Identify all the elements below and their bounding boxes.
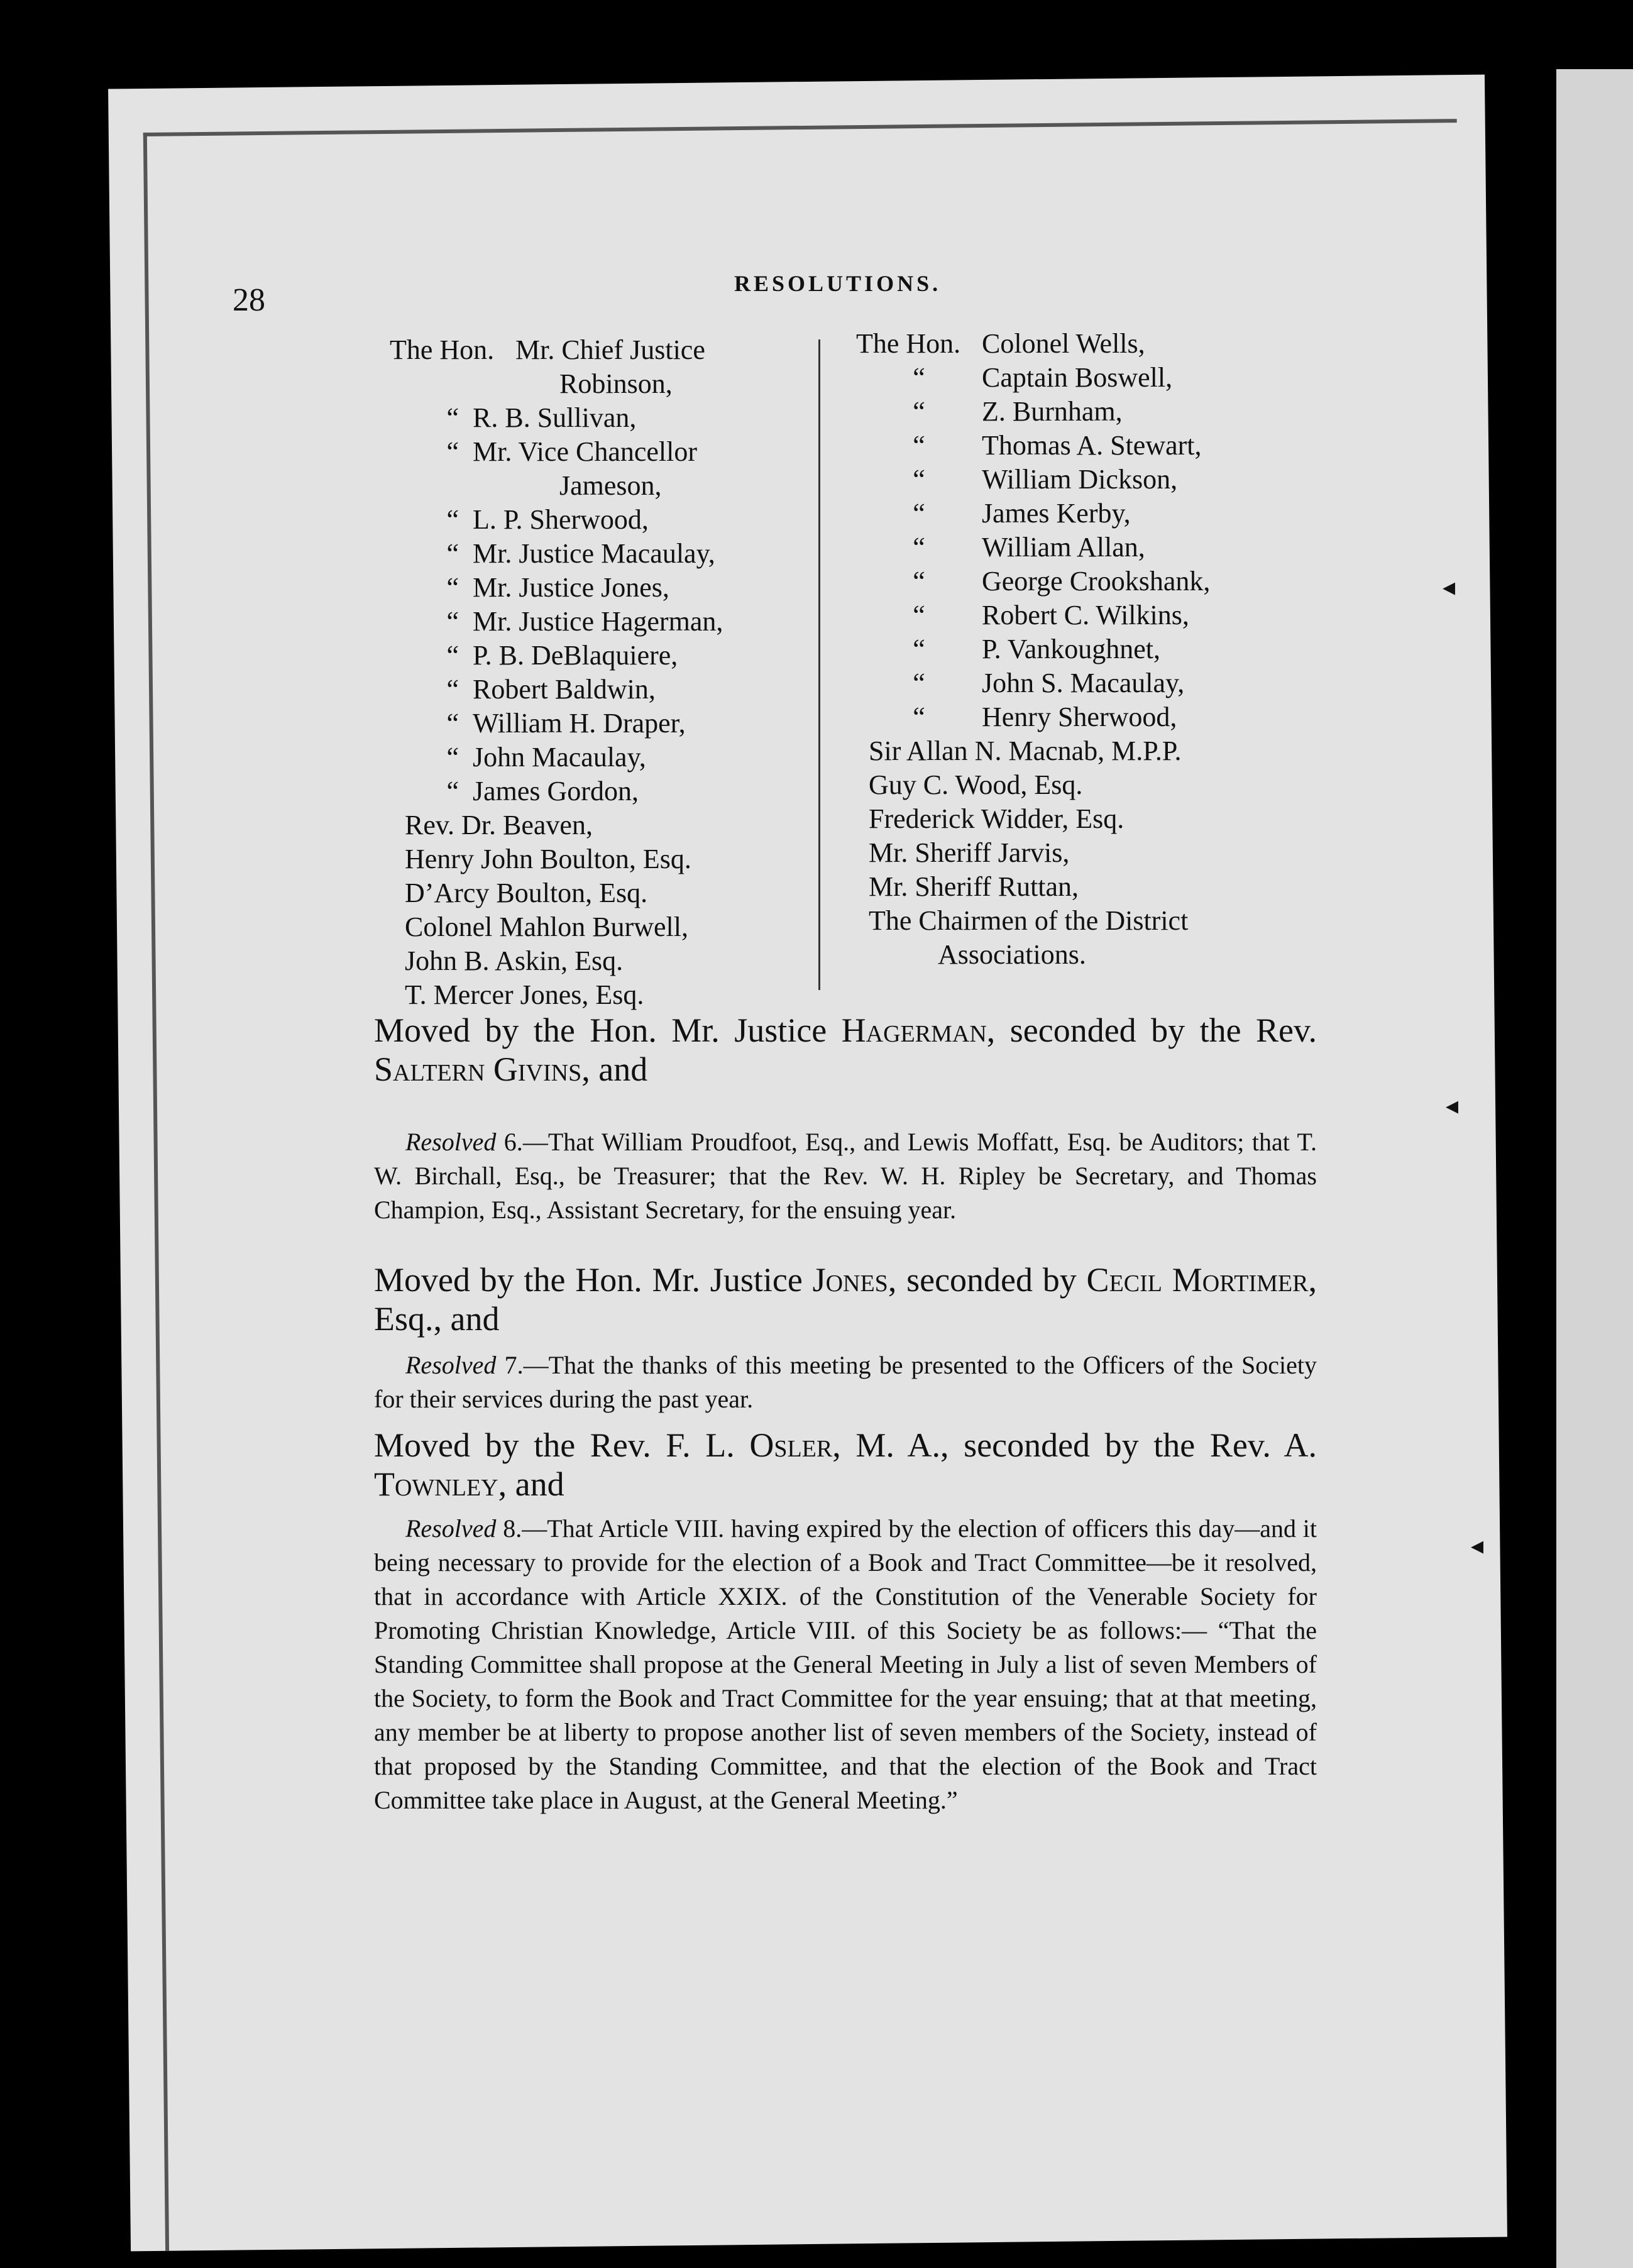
list-plain-name: D’Arcy Boulton, Esq. <box>405 878 648 908</box>
honorific-prefix: The Hon. <box>390 334 495 365</box>
ditto-mark: “ <box>446 606 459 637</box>
resolved-label: Resolved <box>405 1514 497 1543</box>
moved-text: , and <box>581 1050 648 1088</box>
seconder-name: Saltern Givins <box>374 1050 582 1088</box>
seconder-name: Cecil Mortimer <box>1086 1261 1309 1299</box>
ditto-mark: “ <box>446 640 459 671</box>
margin-mark-icon: ◂ <box>1443 573 1456 601</box>
seconder-name: Townley <box>374 1465 498 1503</box>
list-item <box>390 605 723 639</box>
moved-text: , and <box>498 1465 564 1503</box>
list-name: Henry Sherwood, <box>982 702 1177 732</box>
list-item <box>390 503 723 537</box>
resolution-paragraph <box>374 1348 1317 1416</box>
list-name-continuation: Robinson, <box>559 368 673 399</box>
list-plain-name: T. Mercer Jones, Esq. <box>405 979 644 1010</box>
list-plain-name: Mr. Sheriff Jarvis, <box>869 837 1070 868</box>
margin-mark-icon: ◂ <box>1446 1091 1459 1120</box>
list-name: George Crookshank, <box>982 566 1211 597</box>
mover-name: Jones <box>812 1261 888 1299</box>
list-plain-name: Guy C. Wood, Esq. <box>869 769 1083 800</box>
column-divider-rule <box>818 339 820 990</box>
resolution-text: —That the thanks of this meeting be presented to the Officers of the Society for their services during the past year. <box>374 1351 1317 1413</box>
list-name: James Kerby, <box>982 498 1131 529</box>
list-name: Robert C. Wilkins, <box>982 600 1189 630</box>
ditto-mark: “ <box>446 538 459 569</box>
list-name: Mr. Justice Jones, <box>473 572 669 603</box>
moved-text: , seconded by <box>888 1261 1087 1299</box>
mover-name: Hagerman <box>841 1011 987 1049</box>
list-name: John S. Macaulay, <box>982 668 1185 698</box>
list-item <box>856 598 1210 632</box>
list-item <box>856 395 1210 429</box>
list-name: Robert Baldwin, <box>473 674 656 705</box>
list-item <box>856 700 1210 734</box>
names-list-right <box>856 327 1210 972</box>
moved-paragraph <box>374 1426 1317 1504</box>
moved-text: , seconded by the Rev. <box>986 1011 1317 1049</box>
list-item <box>390 740 723 774</box>
list-name: Mr. Justice Hagerman, <box>473 606 723 637</box>
list-name: Colonel Wells, <box>982 328 1145 359</box>
list-name: William Dickson, <box>982 464 1178 495</box>
ditto-mark: “ <box>913 362 925 393</box>
list-item <box>390 537 723 571</box>
list-plain-name: Mr. Sheriff Ruttan, <box>869 871 1079 902</box>
ditto-mark: “ <box>446 436 459 467</box>
ditto-mark: “ <box>913 430 925 461</box>
list-name: Captain Boswell, <box>982 362 1173 393</box>
list-plain-name: The Chairmen of the District <box>869 905 1189 936</box>
list-name: L. P. Sherwood, <box>473 504 649 535</box>
list-name: William H. Draper, <box>473 708 686 739</box>
list-plain-name: Colonel Mahlon Burwell, <box>405 911 688 942</box>
ditto-mark: “ <box>913 702 925 732</box>
ditto-mark: “ <box>446 708 459 739</box>
resolved-label: Resolved <box>405 1351 497 1379</box>
resolution-text: —That Article VIII. having expired by the election of officers this day—and it being necessary to provide for the election of a Book and Tract Committee—be it resolved, that in accordance with Article XXIX. of the Constitution of the Venerable Society for Promoting Christian Knowledge, Article VIII. of this Society be as follows:— “That the Standing Committee shall propose at the General Meeting in July a list of seven Members of the Society, to form the Book and Tract Committee for the year ensuing; that at that meeting, any member be at liberty to propose another list of seven members of the Society, instead of that proposed by the Standing Committee, and that the election of the Book and Tract Committee take place in August, at the General Meeting.” <box>374 1514 1317 1814</box>
list-name: Thomas A. Stewart, <box>982 430 1202 461</box>
list-name-continuation: Jameson, <box>559 470 662 501</box>
names-list-left <box>390 333 723 1012</box>
list-plain-name: John B. Askin, Esq. <box>405 945 624 976</box>
list-name-continuation: Associations. <box>938 939 1086 970</box>
list-head-row <box>390 333 723 367</box>
list-name: James Gordon, <box>473 776 639 806</box>
list-item <box>390 435 723 469</box>
list-name: William Allan, <box>982 532 1145 563</box>
list-item <box>390 639 723 673</box>
moved-paragraph <box>374 1260 1317 1338</box>
list-item <box>390 401 723 435</box>
list-name: R. B. Sullivan, <box>473 402 637 433</box>
list-item <box>856 497 1210 531</box>
ditto-mark: “ <box>913 600 925 630</box>
page-number: 28 <box>233 282 265 318</box>
list-name: Mr. Vice Chancellor <box>473 436 698 467</box>
list-name: P. Vankoughnet, <box>982 634 1160 664</box>
resolution-number: 6. <box>496 1128 523 1156</box>
list-name: John Macaulay, <box>473 742 646 773</box>
list-item <box>856 666 1210 700</box>
list-name: Mr. Justice Macaulay, <box>473 538 715 569</box>
list-item <box>856 429 1210 463</box>
ditto-mark: “ <box>446 402 459 433</box>
list-item <box>390 673 723 707</box>
ditto-mark: “ <box>913 498 925 529</box>
moved-text: Moved by the Hon. Mr. Justice <box>374 1011 842 1049</box>
resolution-paragraph <box>374 1512 1317 1817</box>
list-item <box>856 361 1210 395</box>
list-plain-name: Rev. Dr. Beaven, <box>405 810 593 840</box>
list-item <box>390 571 723 605</box>
moved-text: Moved by the Hon. Mr. Justice <box>374 1261 813 1299</box>
ditto-mark: “ <box>446 504 459 535</box>
list-item <box>390 774 723 808</box>
list-head-row <box>856 327 1210 361</box>
ditto-mark: “ <box>446 674 459 705</box>
list-name: Z. Burnham, <box>982 396 1123 427</box>
list-item <box>856 463 1210 497</box>
resolution-number: 8. <box>496 1514 522 1543</box>
list-item <box>856 632 1210 666</box>
list-plain-name: Henry John Boulton, Esq. <box>405 844 691 874</box>
margin-mark-icon: ◂ <box>1471 1531 1484 1560</box>
moved-text: , Esq., and <box>374 1261 1317 1338</box>
ditto-mark: “ <box>913 634 925 664</box>
ditto-mark: “ <box>913 566 925 597</box>
ditto-mark: “ <box>446 742 459 773</box>
resolution-paragraph <box>374 1125 1317 1227</box>
list-item <box>856 564 1210 598</box>
list-name: P. B. DeBlaquiere, <box>473 640 678 671</box>
ditto-mark: “ <box>913 464 925 495</box>
list-plain-name: Frederick Widder, Esq. <box>869 803 1124 834</box>
moved-paragraph <box>374 1011 1317 1089</box>
ditto-mark: “ <box>913 396 925 427</box>
resolution-number: 7. <box>496 1351 524 1379</box>
list-item <box>856 531 1210 564</box>
list-name: Mr. Chief Justice <box>515 334 705 365</box>
moved-text: , M. A., seconded by the Rev. A. <box>832 1426 1317 1464</box>
ditto-mark: “ <box>913 532 925 563</box>
facing-page-edge <box>1556 69 1633 2268</box>
list-plain-name: Sir Allan N. Macnab, M.P.P. <box>869 735 1182 766</box>
resolution-text: —That William Proudfoot, Esq., and Lewis Moffatt, Esq. be Auditors; that T. W. Birchall, Esq., be Treasurer; that the Rev. W. H. Ripley be Secretary, and Thomas Champion, Esq., Assistant Secretary, for the ensuing year. <box>374 1128 1317 1224</box>
running-head: RESOLUTIONS. <box>734 271 942 296</box>
list-item <box>390 707 723 740</box>
ditto-mark: “ <box>446 572 459 603</box>
honorific-prefix: The Hon. <box>856 328 961 359</box>
ditto-mark: “ <box>446 776 459 806</box>
resolved-label: Resolved <box>405 1128 497 1156</box>
moved-text: Moved by the Rev. F. L. <box>374 1426 750 1464</box>
mover-name: Osler <box>749 1426 833 1464</box>
ditto-mark: “ <box>913 668 925 698</box>
